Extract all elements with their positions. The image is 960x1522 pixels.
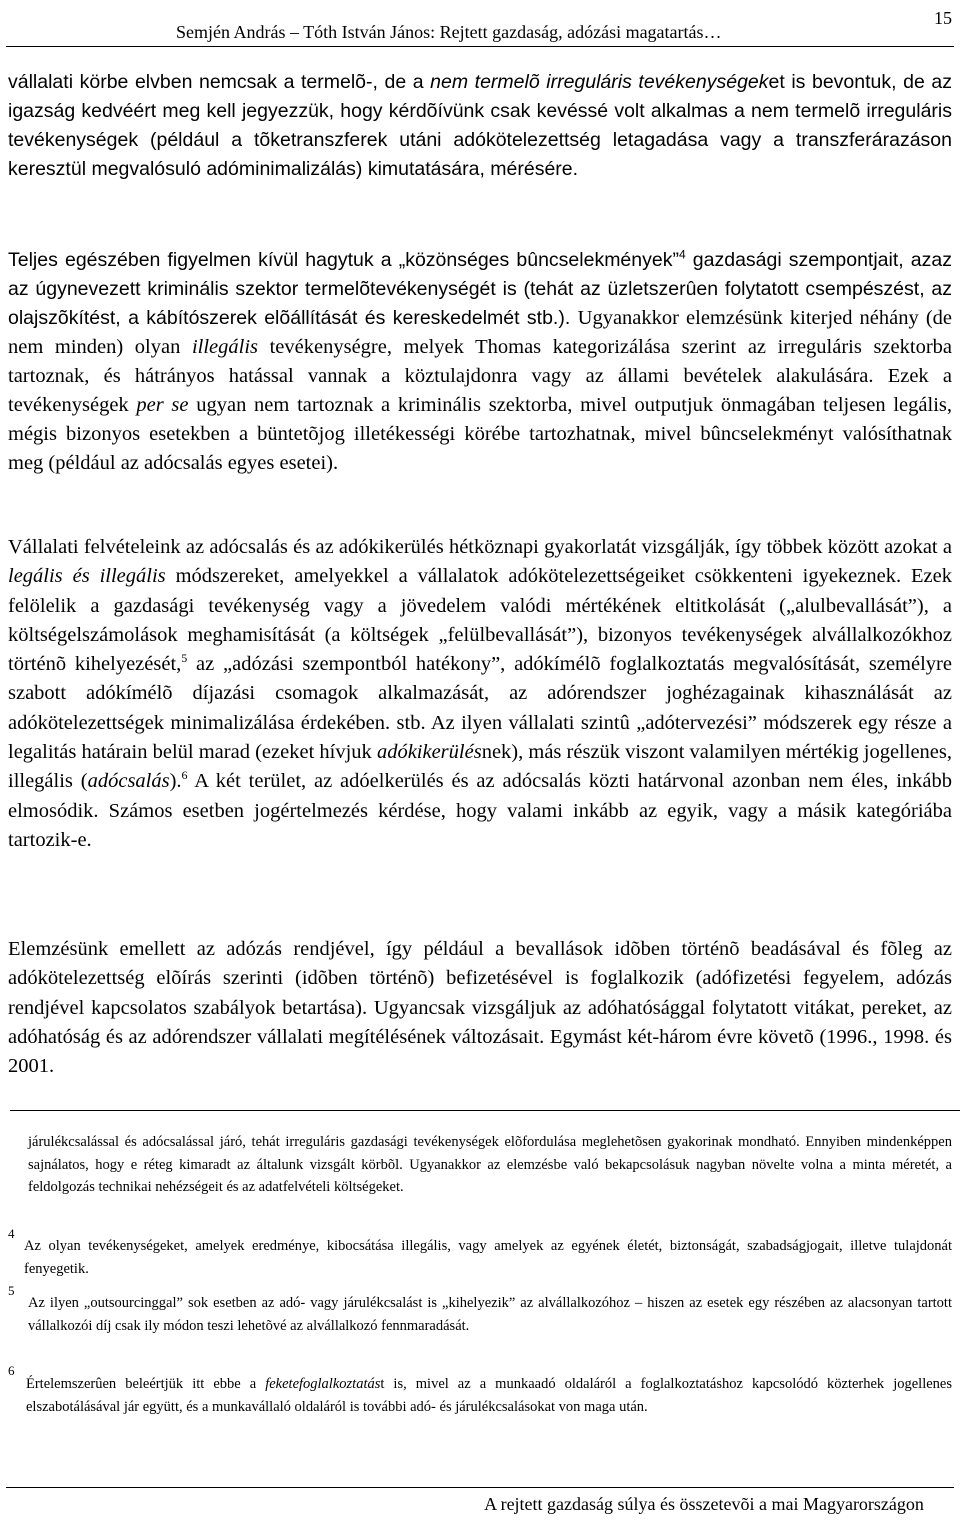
footnote-6-italic: feketefoglalkoztatás: [265, 1376, 381, 1392]
para3-text-5: ).: [169, 770, 182, 793]
footnote-number-5: 5: [8, 1283, 15, 1298]
footnote-6-text-2: t is, mivel az a munkaadó oldaláról a foglalkoztatáshoz kapcsolódó közterhek jogellenes elszabotálásával jár együtt, és a munkavállaló oldaláról is további adó- és járulékcsalásokat von maga után.: [26, 1376, 952, 1415]
footnote-5: Az ilyen „outsourcinggal” sok esetben az adó- vagy járulékcsalást is „kihelyezik” az alvállalkozóhoz – hiszen az esetek egy részében az alacsonyan tartott vállalkozói díj csak ily módon teszi lehetõvé az alvállalkozó fennmaradását.: [28, 1295, 952, 1334]
footnote-number-6: 6: [8, 1363, 15, 1378]
para1-italic: nem termelõ irreguláris tevékenységek: [430, 71, 769, 93]
footnote-rule: [10, 1110, 960, 1111]
footnote-4: Az olyan tevékenységeket, amelyek eredménye, kibocsátása illegális, vagy amelyek az egyének életét, biztonságát, szabadságjogait, illetve tulajdonát fenyegetik.: [24, 1238, 952, 1277]
para1-text-2: et is bevontuk, de az igazság kedvéért meg kell jegyezzük, hogy kérdõívünk csak kevéssé volt alkalmas a nem termelõ irreguláris tevékenységek (például a tõketranszferek utáni adókötelezettség letagadása vagy a transzferárazáson keresztül megvalósuló adóminimalizálás) kimutatására, mérésére.: [8, 71, 952, 180]
footnote-6: [26, 1373, 952, 1418]
para2-text-3: Ugyanakkor elemzésünk kiterjed néhány (de nem minden) olyan: [8, 307, 953, 358]
running-footer: [0, 1494, 960, 1515]
para3-italic-1: legális és illegális: [8, 565, 166, 588]
para2-text-4: tevékenységre, melyek Thomas kategorizálása szerint az irreguláris szektorba tartoznak, és hátrányos hatással vannak a köztulajdonra vagy az állami bevételek alakulására. Ezek a tevékenységek: [8, 336, 952, 416]
footnote-number-4: 4: [8, 1226, 15, 1241]
footnote-ref-6[interactable]: 6: [181, 768, 188, 783]
para2-text-2: gazdasági szempontjait, azaz az úgynevezett kriminális szektor termelõtevékenységét is (tehát az üzletszerûen folytatott csempészést, az olajszõkítést, a kábítószerek elõállítását és kereskedelmét stb.).: [8, 249, 953, 329]
footnote-ref-4[interactable]: 4: [678, 247, 686, 262]
para3-text-4: nek), más részük viszont valamilyen mértékig jogellenes, illegális (: [8, 741, 952, 793]
page-number: 15: [934, 8, 952, 28]
paragraph-3: [8, 533, 952, 855]
para3-italic-3: adócsalás: [87, 770, 170, 793]
footer-text: A rejtett gazdaság súlya és összetevõi a mai Magyarországon: [484, 1494, 924, 1514]
para4-text: Elemzésünk emellett az adózás rendjével, így például a bevallások idõben történõ beadásával és fõleg az adókötelezettség elõírás szerinti (idõben történõ) befizetésével is foglalkozik (adófizetési fegyelem, adózás rendjével kapcsolatos szabályok betartása). Ugyancsak vizsgáljuk az adóhatósággal folytatott vitákat, pereket, az adóhatóság és az adórendszer vállalati megítélésének változásait. Egymást két-három évre követõ (1996., 1998. és 2001.: [8, 938, 952, 1078]
para3-italic-2: adókikerülés: [376, 741, 482, 764]
footnote-continuation: járulékcsalással és adócsalással járó, tehát irreguláris gazdasági tevékenységek elõfordulása meglehetõsen gyakorinak mondható. Ennyiben mindenképpen sajnálatos, hogy e réteg kimaradt az általunk vizsgált körbõl. Ugyanakkor az elemzésbe való bekapcsolásuk nagyban növelte volna a minta méretét, a feldolgozás technikai nehézségeit és az adatfelvételi költségeket.: [28, 1134, 952, 1196]
running-title: Semjén András – Tóth István János: Rejtett gazdaság, adózási magatartás…: [176, 22, 722, 42]
footnote-ref-5[interactable]: 5: [181, 651, 188, 666]
para2-text-5: ugyan nem tartoznak a kriminális szektorba, mivel outputjuk önmagában teljesen legális, mégis bizonyos esetekben a büntetõjog illetékességi körébe tartozhatnak, mivel bûncselekményt valósíthatnak meg (például az adócsalás egyes esetei).: [8, 394, 952, 474]
para3-text-6: A két terület, az adóelkerülés és az adócsalás közti határvonal azonban nem éles, inkább elmosódik. Számos esetben jogértelmezés kérdése, hogy valami inkább az egyik, vagy a másik kategóriába tartozik-e.: [8, 770, 953, 851]
footer-rule: [6, 1487, 954, 1488]
paragraph-4: [8, 935, 952, 1081]
para2-text-1: Teljes egészében figyelmen kívül hagytuk a „közönséges bûncselekmények”: [8, 249, 679, 271]
para3-text-3: az „adózási szempontból hatékony”, adókímélõ foglalkoztatás megvalósítását, személyre szabott adókímélõ díjazási csomagok alkalmazását, az adórendszer joghézagainak kihasználását az adókötelezettségek minimalizálása érdekében. stb. Az ilyen vállalati szintû „adótervezési” módszerek egy része a legalitás határain belül marad (ezeket hívjuk: [8, 653, 952, 764]
para1-text-1: vállalati körbe elvben nemcsak a termelõ-, de a: [8, 71, 431, 93]
para3-text-1: Vállalati felvételeink az adócsalás és az adókikerülés hétköznapi gyakorlatát vizsgálják, így többek között azokat a: [8, 536, 952, 558]
paragraph-1: [8, 68, 952, 184]
para2-italic-1: illegális: [191, 336, 258, 358]
para3-text-2: módszereket, amelyekkel a vállalatok adókötelezettségeiket csökkenteni igyekeznek. Ezek felölelik a gazdasági tevékenység vagy a jövedelem valódi mértékének eltitkolását („alulbevallását”), a költségelszámolások meghamisítását (a költségek „felülbevallását”), bizonyos tevékenységek alvállalkozókhoz történõ kihelyezését,: [8, 565, 953, 676]
footnote-6-text-1: Értelemszerûen beleértjük itt ebbe a: [26, 1376, 266, 1392]
header-rule: [6, 46, 954, 47]
running-header: [8, 8, 952, 44]
paragraph-2: [8, 246, 952, 478]
para2-italic-2: per se: [136, 394, 189, 416]
